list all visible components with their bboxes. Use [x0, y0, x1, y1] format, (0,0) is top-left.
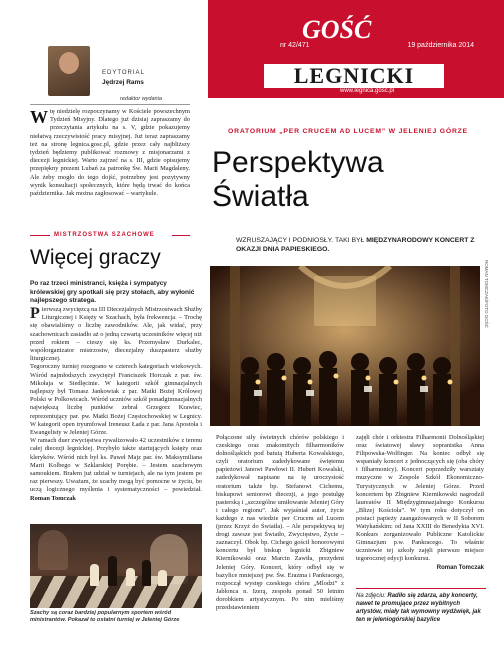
paragraph: Pierwszą zwycięzcą na III Diecezjalnych Mistrzostwach Służby Liturgicznej i Księży w Szachach, była frekwencja. – Trochę się obawialiśmy o liczbę zawodników. Ale, jak widać, przy szachownicach zasiadło aż o jedną czwartą uczestników więcej niż przed rokiem – cieszy się ks. Przemysław Durkalec, współorganizator mistrzostw, diecezjalny duszpasterz służby liturgicznej. — [30, 305, 202, 363]
main-article-lead: WZRUSZAJĄCY I PODNIOSŁY. TAKI BYŁ MIĘDZYNARODOWY KONCERT Z OKAZJI DNIA PAPIESKIEGO. — [236, 237, 475, 253]
caption-label: Na zdjęciu: — [356, 593, 386, 599]
editorial-text — [30, 108, 190, 198]
dropcap: P — [30, 305, 40, 322]
paragraph: Tegoroczny turniej rozegrano w czterech kategoriach wiekowych. Wśród najmłodszych zwyciężył Franciszek Horczak z par. św. Mikołaja w Siedlęcinie. W kategorii szkół gimnazjalnych najlepszy był Tomasz Jankowiak z par. Matki Bożej Królowej Polski w Polkowicach. Wśród uczniów szkół ponadgimnazjalnych największą liczbę punktów zebrał Grzegorz Krawiec, reprezentujący par. pw. Matki Bożej Częstochowskiej w Legnicy. W kategorii open tryumfował Ireneusz Łada z par. Jana Apostoła i Ewangelisty w Jeleniej Górze. — [30, 363, 202, 437]
main-article-title — [212, 146, 384, 214]
caption-text: Radiło się zdarza, aby koncerty, nawet te promujące przez wybitnych artystów, miały tak wymowny wydźwięk, jak ten w jeleniogórskiej bazylice — [356, 593, 481, 623]
editorial-author: Jędrzej Rams — [102, 79, 144, 86]
signature: Roman Tomczak — [436, 564, 484, 571]
edition-title: LEGNICKI — [264, 64, 444, 88]
issue-date: 19 października 2014 — [407, 42, 474, 49]
signature: Roman Tomczak — [30, 494, 76, 502]
paragraph: W ramach duer zwycięstwa rywalizowało 42 uczestników z terenu całej diecezji legnickiej. Przybyło także startujących księży oraz kleryków. Wśród nich był ks. Paweł Majz par. św. Maksymiliana Marii Kolbego w Szklarskiej Porębie. – Jestem szachowym samoukiem. Brałem już udział w turniejach, ale na tym jestem po raz pierwszy. Uważam, że szachy mogą być pomocne w życiu, bo uczą logicznego myślenia i systematyczności – powiedział. Roman Tomczak — [30, 437, 202, 502]
editorial-body: tę niedzielę rozpoczynamy w Kościele powszechnym Tydzień Misyjny. Dlatego już dzisiaj zapraszamy do przeczytania artykułu na s. V, gdzie pokazujemy niełatwą rzeczywistość pracy misyjnej. Już teraz zapraszamy też na stronę legnica.gosc.pl, gdzie przez cały najbliższy tydzień będziemy publikować rozmowy z misjonarzami z diecezji legnickiej. Warto zajrzeć na s. III, gdzie opisujemy przepiękny prezent Lubań za patronkę Św. Marii Magdaleny. Ale żeby mogło do tego dojść, potrzebny jest pozytywny wynik konsultacji społecznych, które będą trwać do końca października. Jak można zagłosować – wartykule. — [30, 108, 190, 198]
chess-photo-caption: Szachy są coraz bardziej popularnym sportem wśród ministrantów. Pokazał to ostatni turniej w Jeleniej Górze — [30, 610, 180, 623]
chess-article-title: Więcej graczy — [30, 246, 161, 269]
chess-article-lead: Po raz trzeci ministranci, księża i sympatycy królewskiej gry spotkali się przy stołach, aby wyłonić najlepszego stratega. — [30, 280, 195, 304]
section-label: MISTRZOSTWA SZACHOWE — [54, 232, 155, 238]
dropcap: W — [30, 107, 48, 127]
title-line: Perspektywa — [212, 146, 384, 179]
title-line: Światła — [212, 180, 309, 213]
editor-photo — [48, 46, 90, 96]
section-rule-left — [30, 235, 50, 236]
text-column: zajęli chór i orkiestra Filharmonii Dolnośląskiej oraz światowej sławy sopranistka Anna Filipowska-Wolfinger. Na koniec odbył się wspaniały koncert z jednoczących się (oba chóry i filharmonicy). Koncert poprzedziły warsztaty muzyczne w Zespole Szkół Ekonomiczno-Turystycznych w Jeleniej Górze. Przed koncertem bp Zbigniew Kiernikowski nagrodził laureatów II Międzygimnazjalnego Konkursu „Blizej Kościoła”. W tym roku dotyczył on postaci papieży zaangażowanych w II Soborem Watykańskim: od Jana XXIII do Benedykta XVI. Konkurs zorganizowało Publiczne Katolickie Gimnazjum p.w. Pankracego. To właśnie uczniowie tej szkoły zajęli pierwsze miejsce tegorocznej edycji konkursu. Roman Tomczak — [356, 434, 484, 571]
main-article-kicker: ORATORIUM „PER CRUCEM AD LUCEM” W JELENIEJ GÓRZE — [228, 128, 468, 135]
editorial-label: EDYTORIAL — [102, 70, 145, 76]
section-rule-right — [172, 235, 190, 236]
chess-photo — [30, 524, 202, 608]
photo-credit: ROMAN TOMCZAK/FOTO GOŚĆ — [484, 260, 489, 329]
concert-photo — [210, 266, 480, 426]
chess-article-body — [30, 306, 202, 503]
photo-caption — [356, 588, 486, 624]
issue-number: nr 42/471 — [280, 42, 310, 49]
masthead — [208, 0, 504, 98]
editorial-role: redaktor wydania — [120, 96, 162, 102]
divider — [30, 104, 190, 105]
concert-photo-art — [210, 266, 480, 426]
text-column: Połączone siły świetnych chórów polskiego i czeskiego oraz znakomitych filharmoników dolnośląskich pod batutą Huberta Kowalskiego, czyli oratorium zadedykowane świętemu papieżowi Janowi Pawłowi II. Hubert Kowalski, zadedykował napisane na tę uroczystość oratorium także bp. Stefanowi Cichemu, biskupowi seniorowi diecezji, a jego postulgę pasterską i „szczególne umiłowanie Jeleniej Góry i całego regionu”. Jak wyjaśniał autor, życie każdego z nas wiedzie per Crucem ad Lucem (przez Krzyż do Światła). – Ale perspektywą tej drogi zawsze jest Światło, Zwycięstwo, Życie – zaznaczył. Obok bp. Cichego gościł honorowymi koncertu był biskup legnicki Zbigniew Kiernikowski oraz Marcin Zawiła, prezydent Jeleniej Góry. Koncert, który odbył się w bazylice mniejszej pw. Św. Erazma i Pankracego, rozpoczął występ czeskiego chóru „Mlodzi” z Jablonca n. Izerą, zespołu ponad 50 letnim dorobkiem artystycznym. Po nim mieliśmy przedstawieniem — [216, 434, 344, 611]
gosc-logo: GOŚĆ — [302, 15, 372, 44]
masthead-url[interactable]: www.legnica.gosc.pl — [340, 88, 395, 94]
